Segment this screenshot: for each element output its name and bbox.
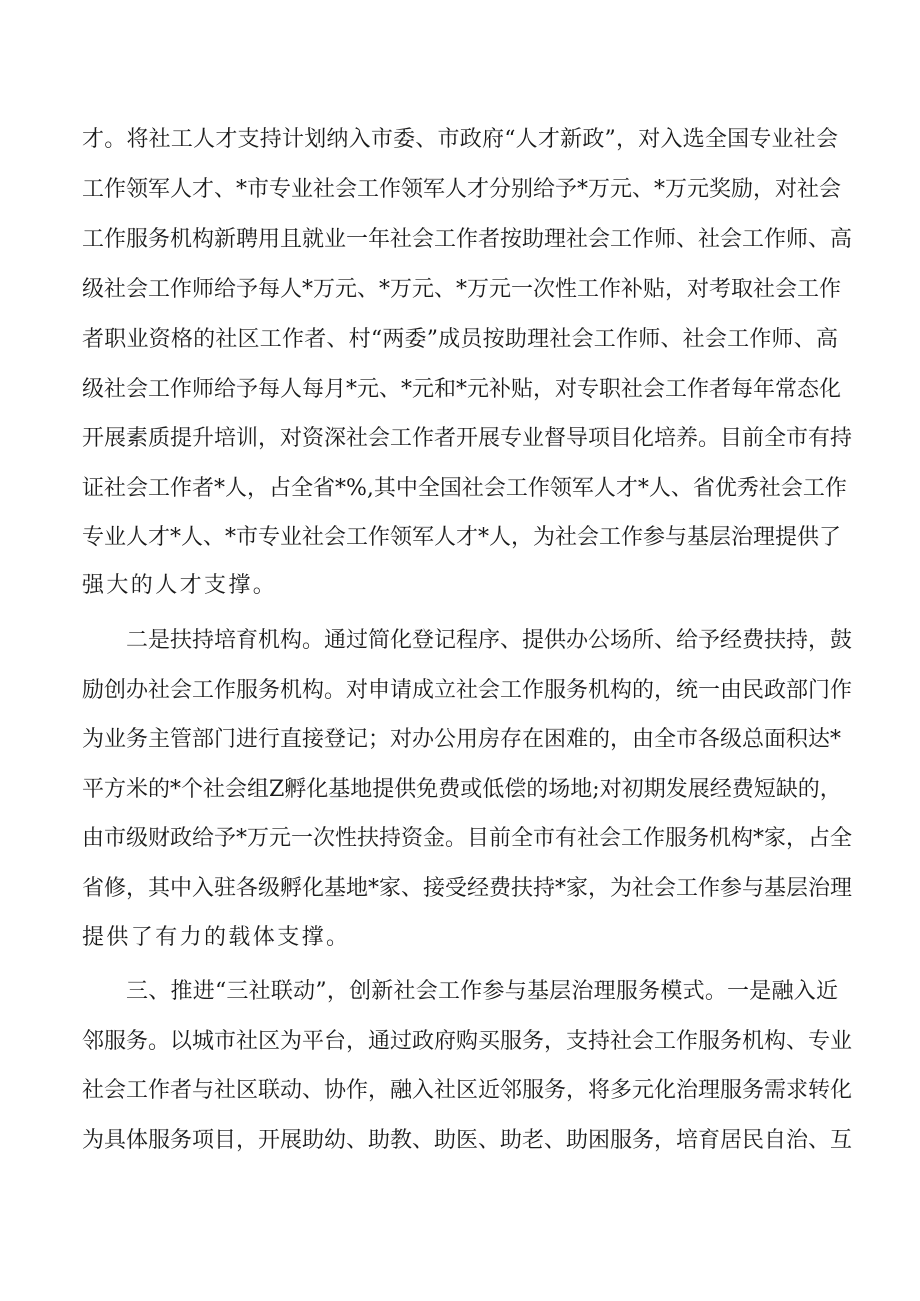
- paragraph-2-line-3: 为业务主管部门进行直接登记；对办公用房存在困难的，由全市各级总面积达*: [82, 727, 842, 752]
- paragraph-1-line-7: 开展素质提升培训，对资深社会工作者开展专业督导项目化培养。目前全市有持: [82, 426, 853, 451]
- paragraph-1-line-1: 才。将社工人才支持计划纳入市委、市政府“人才新政”，对入选全国专业社会: [82, 127, 838, 152]
- paragraph-2-line-4: 平方米的*个社会组Z孵化基地提供免费或低偿的场地;对初期发展经费短缺的，: [82, 777, 842, 802]
- paragraph-2-line-2: 励创办社会工作服务机构。对申请成立社会工作服务机构的，统一由民政部门作: [82, 678, 853, 703]
- paragraph-1-line-4: 级社会工作师给予每人*万元、*万元、*万元一次性工作补贴，对考取社会工作: [82, 277, 842, 302]
- paragraph-3-line-4: 为具体服务项目，开展助幼、助教、助医、助老、助困服务，培育居民自治、互: [82, 1128, 853, 1153]
- paragraph-3-line-2: 邻服务。以城市社区为平台，通过政府购买服务，支持社会工作服务机构、专业: [82, 1029, 853, 1054]
- paragraph-1-line-9: 专业人才*人、*市专业社会工作领军人才*人，为社会工作参与基层治理提供了: [82, 525, 842, 550]
- paragraph-1-line-5: 者职业资格的社区工作者、村“两委”成员按助理社会工作师、社会工作师、高: [82, 327, 838, 352]
- paragraph-1-line-10: 强大的人才支撑。: [82, 573, 278, 598]
- paragraph-3-line-1: 三、推进“三社联动”，创新社会工作参与基层治理服务模式。一是融入近: [126, 979, 838, 1004]
- paragraph-1-line-6: 级社会工作师给予每人每月*元、*元和*元补贴，对专职社会工作者每年常态化: [82, 377, 842, 402]
- paragraph-1-line-3: 工作服务机构新聘用且就业一年社会工作者按助理社会工作师、社会工作师、高: [82, 227, 853, 252]
- paragraph-2-line-1: 二是扶持培育机构。通过简化登记程序、提供办公场所、给予经费扶持，鼓: [126, 628, 853, 653]
- paragraph-1-line-8: 证社会工作者*人，占全省*%,其中全国社会工作领军人才*人、省优秀社会工作: [82, 476, 847, 501]
- paragraph-2-line-6: 省修，其中入驻各级孵化基地*家、接受经费扶持*家，为社会工作参与基层治理: [82, 876, 853, 901]
- paragraph-3-line-3: 社会工作者与社区联动、协作，融入社区近邻服务，将多元化治理服务需求转化: [82, 1078, 853, 1103]
- paragraph-2-line-5: 由市级财政给予*万元一次性扶持资金。目前全市有社会工作服务机构*家，占全: [82, 826, 853, 851]
- paragraph-2-line-7: 提供了有力的载体支撑。: [82, 925, 351, 950]
- paragraph-1-line-2: 工作领军人才、*市专业社会工作领军人才分别给予*万元、*万元奖励，对社会: [82, 177, 842, 202]
